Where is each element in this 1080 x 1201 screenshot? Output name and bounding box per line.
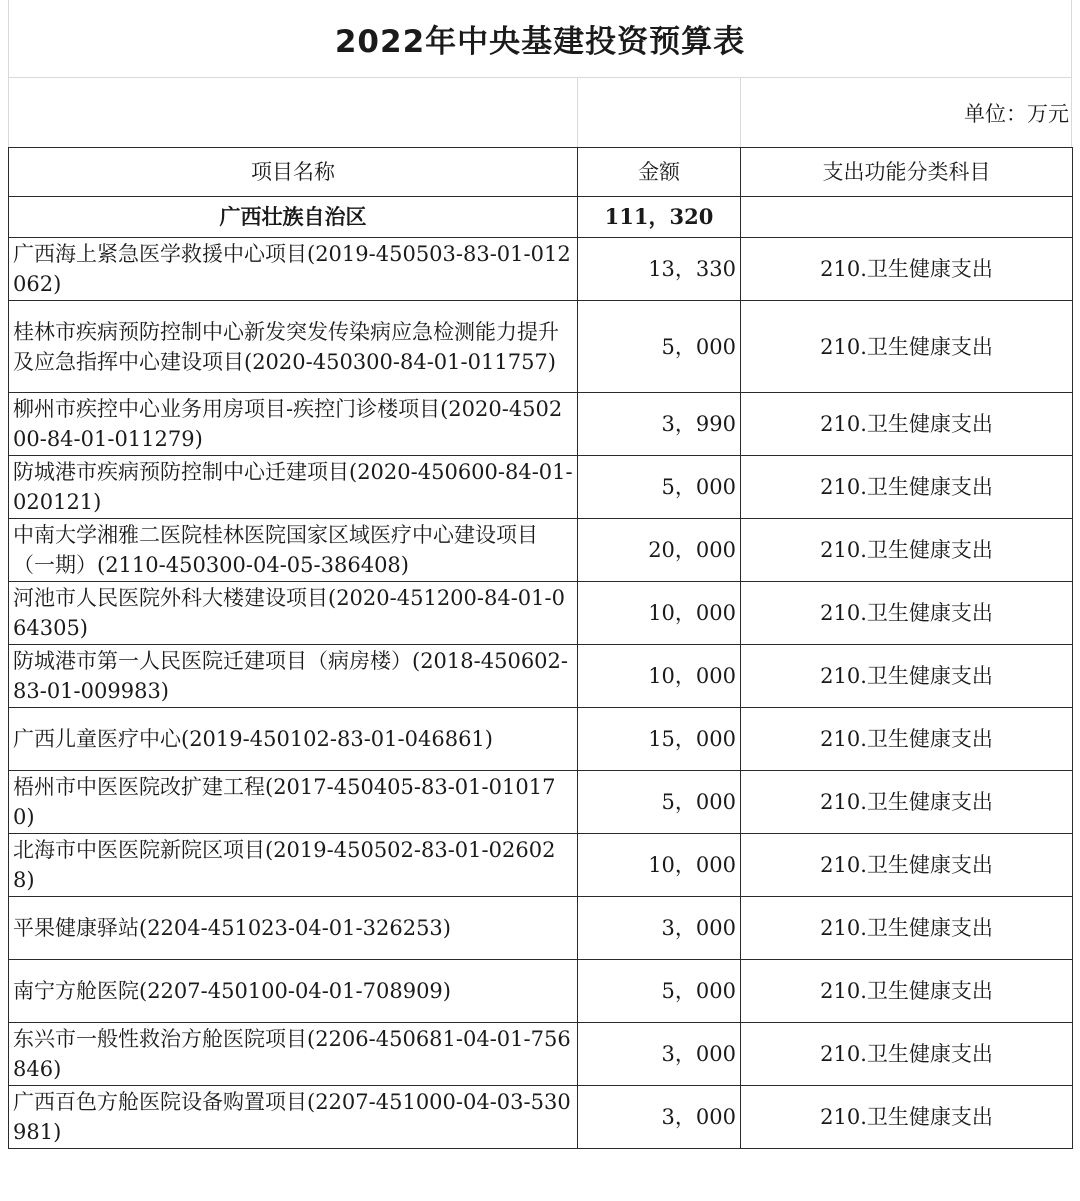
project-name: 梧州市中医医院改扩建工程(2017-450405-83-01-010170) — [9, 771, 578, 834]
table-row — [9, 897, 1073, 960]
table-row — [9, 645, 1073, 708]
project-name: 东兴市一般性救治方舱医院项目(2206-450681-04-01-756846) — [9, 1023, 578, 1086]
project-name: 中南大学湘雅二医院桂林医院国家区域医疗中心建设项目（一期）(2110-450300-04-05-386408) — [9, 519, 578, 582]
project-amount: 13，330 — [578, 238, 741, 301]
table-row — [9, 301, 1073, 393]
empty-cell — [578, 78, 741, 147]
project-amount: 10，000 — [578, 645, 741, 708]
table-row — [9, 582, 1073, 645]
table-row — [9, 834, 1073, 897]
project-category: 210.卫生健康支出 — [741, 238, 1073, 301]
project-name: 南宁方舱医院(2207-450100-04-01-708909) — [9, 960, 578, 1023]
project-name: 防城港市第一人民医院迁建项目（病房楼）(2018-450602-83-01-009983) — [9, 645, 578, 708]
project-name: 河池市人民医院外科大楼建设项目(2020-451200-84-01-064305) — [9, 582, 578, 645]
empty-cell — [9, 78, 578, 147]
project-category: 210.卫生健康支出 — [741, 771, 1073, 834]
project-category: 210.卫生健康支出 — [741, 519, 1073, 582]
project-amount: 20，000 — [578, 519, 741, 582]
project-name: 北海市中医医院新院区项目(2019-450502-83-01-026028) — [9, 834, 578, 897]
table-row — [9, 771, 1073, 834]
project-name: 防城港市疾病预防控制中心迁建项目(2020-450600-84-01-020121) — [9, 456, 578, 519]
project-amount: 3，000 — [578, 1086, 741, 1149]
region-name: 广西壮族自治区 — [9, 197, 578, 238]
project-category: 210.卫生健康支出 — [741, 456, 1073, 519]
project-name: 广西儿童医疗中心(2019-450102-83-01-046861) — [9, 708, 578, 771]
header-amount: 金额 — [578, 148, 741, 197]
table-row — [9, 1086, 1073, 1149]
project-category: 210.卫生健康支出 — [741, 1023, 1073, 1086]
project-category: 210.卫生健康支出 — [741, 708, 1073, 771]
project-amount: 10，000 — [578, 582, 741, 645]
table-row — [9, 393, 1073, 456]
project-amount: 5，000 — [578, 456, 741, 519]
table-row — [9, 708, 1073, 771]
project-amount: 5，000 — [578, 301, 741, 393]
project-category: 210.卫生健康支出 — [741, 645, 1073, 708]
page-title: 2022年中央基建投资预算表 — [334, 24, 746, 60]
title-row — [8, 0, 1072, 78]
unit-label: 单位：万元 — [964, 101, 1069, 126]
project-name: 广西百色方舱医院设备购置项目(2207-451000-04-03-530981) — [9, 1086, 578, 1149]
project-category: 210.卫生健康支出 — [741, 301, 1073, 393]
project-category: 210.卫生健康支出 — [741, 960, 1073, 1023]
project-name: 桂林市疾病预防控制中心新发突发传染病应急检测能力提升及应急指挥中心建设项目(2020-450300-84-01-011757) — [9, 301, 578, 393]
table-row — [9, 1023, 1073, 1086]
project-category: 210.卫生健康支出 — [741, 1086, 1073, 1149]
table-row — [9, 960, 1073, 1023]
project-amount: 3，000 — [578, 897, 741, 960]
project-name: 广西海上紧急医学救援中心项目(2019-450503-83-01-012062) — [9, 238, 578, 301]
project-name: 平果健康驿站(2204-451023-04-01-326253) — [9, 897, 578, 960]
project-category: 210.卫生健康支出 — [741, 393, 1073, 456]
project-amount: 5，000 — [578, 771, 741, 834]
region-amount: 111，320 — [578, 197, 741, 238]
header-row — [9, 148, 1073, 197]
header-category: 支出功能分类科目 — [741, 148, 1073, 197]
header-name: 项目名称 — [9, 148, 578, 197]
project-name: 柳州市疾控中心业务用房项目-疾控门诊楼项目(2020-450200-84-01-011279) — [9, 393, 578, 456]
region-category — [741, 197, 1073, 238]
project-amount: 3，990 — [578, 393, 741, 456]
project-amount: 10，000 — [578, 834, 741, 897]
project-amount: 5，000 — [578, 960, 741, 1023]
table-row — [9, 456, 1073, 519]
unit-row — [8, 78, 1072, 147]
project-category: 210.卫生健康支出 — [741, 582, 1073, 645]
region-row — [9, 197, 1073, 238]
project-amount: 15，000 — [578, 708, 741, 771]
table-row — [9, 238, 1073, 301]
table-row — [9, 519, 1073, 582]
budget-table — [8, 147, 1073, 1149]
project-amount: 3，000 — [578, 1023, 741, 1086]
project-category: 210.卫生健康支出 — [741, 834, 1073, 897]
project-category: 210.卫生健康支出 — [741, 897, 1073, 960]
